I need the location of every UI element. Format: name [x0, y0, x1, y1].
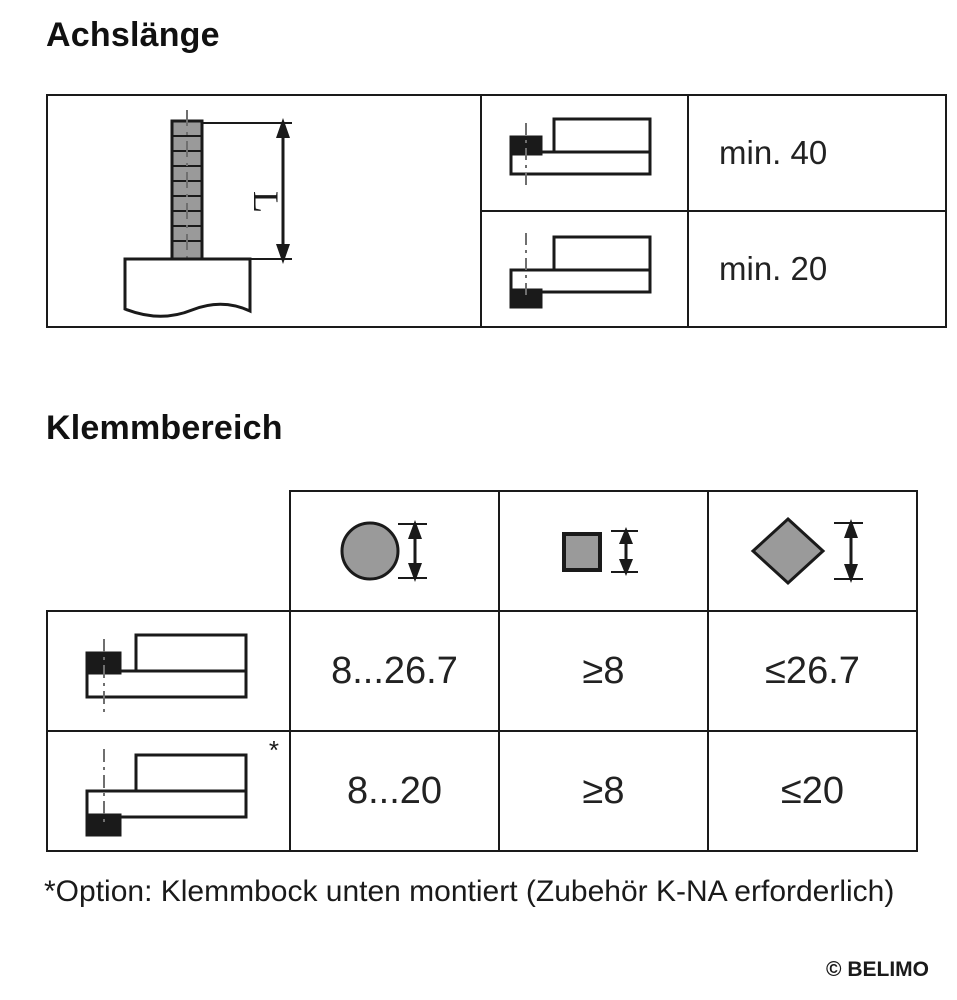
footnote-marker: * [268, 735, 279, 765]
page-title-axis-length: Achslänge [46, 16, 220, 54]
column-header-square [499, 491, 708, 611]
axis-length-value: min. 20 [688, 211, 946, 327]
clamping-range-table [46, 490, 918, 852]
axis-length-value: min. 40 [688, 95, 946, 211]
shaft-length-cell [47, 95, 481, 327]
row-header-clamp-top [47, 611, 290, 731]
shaft-length-L-icon [70, 96, 470, 326]
mount-variant-top-cell [481, 95, 688, 211]
corner-empty-cell [47, 491, 290, 611]
table-row [47, 731, 917, 851]
table-row [47, 95, 946, 211]
square-shaft-icon [524, 506, 684, 596]
column-header-round [290, 491, 499, 611]
footnote-text: *Option: Klemmbock unten montiert (Zubehör K-NA erforderlich) [44, 875, 895, 908]
axis-length-table [46, 94, 947, 328]
clamp-value: 8...20 [290, 731, 499, 851]
round-shaft-icon [315, 506, 475, 596]
actuator-clamp-top-icon [69, 623, 269, 719]
actuator-clamp-top-icon [497, 111, 672, 196]
clamp-value: ≥8 [499, 611, 708, 731]
row-header-clamp-bottom [47, 731, 290, 851]
table-header-row [47, 491, 917, 611]
actuator-clamp-bottom-icon [69, 741, 269, 841]
page-title-clamping-range: Klemmbereich [46, 409, 283, 447]
column-header-diamond [708, 491, 917, 611]
table-row [47, 611, 917, 731]
actuator-clamp-bottom-icon [497, 227, 672, 312]
clamp-value: ≤26.7 [708, 611, 917, 731]
clamp-value: ≥8 [499, 731, 708, 851]
clamp-value: 8...26.7 [290, 611, 499, 731]
mount-variant-bottom-cell [481, 211, 688, 327]
copyright-notice: © BELIMO [826, 958, 929, 981]
clamp-value: ≤20 [708, 731, 917, 851]
svg-text:L: L [246, 191, 286, 213]
diamond-shaft-icon [733, 506, 893, 596]
